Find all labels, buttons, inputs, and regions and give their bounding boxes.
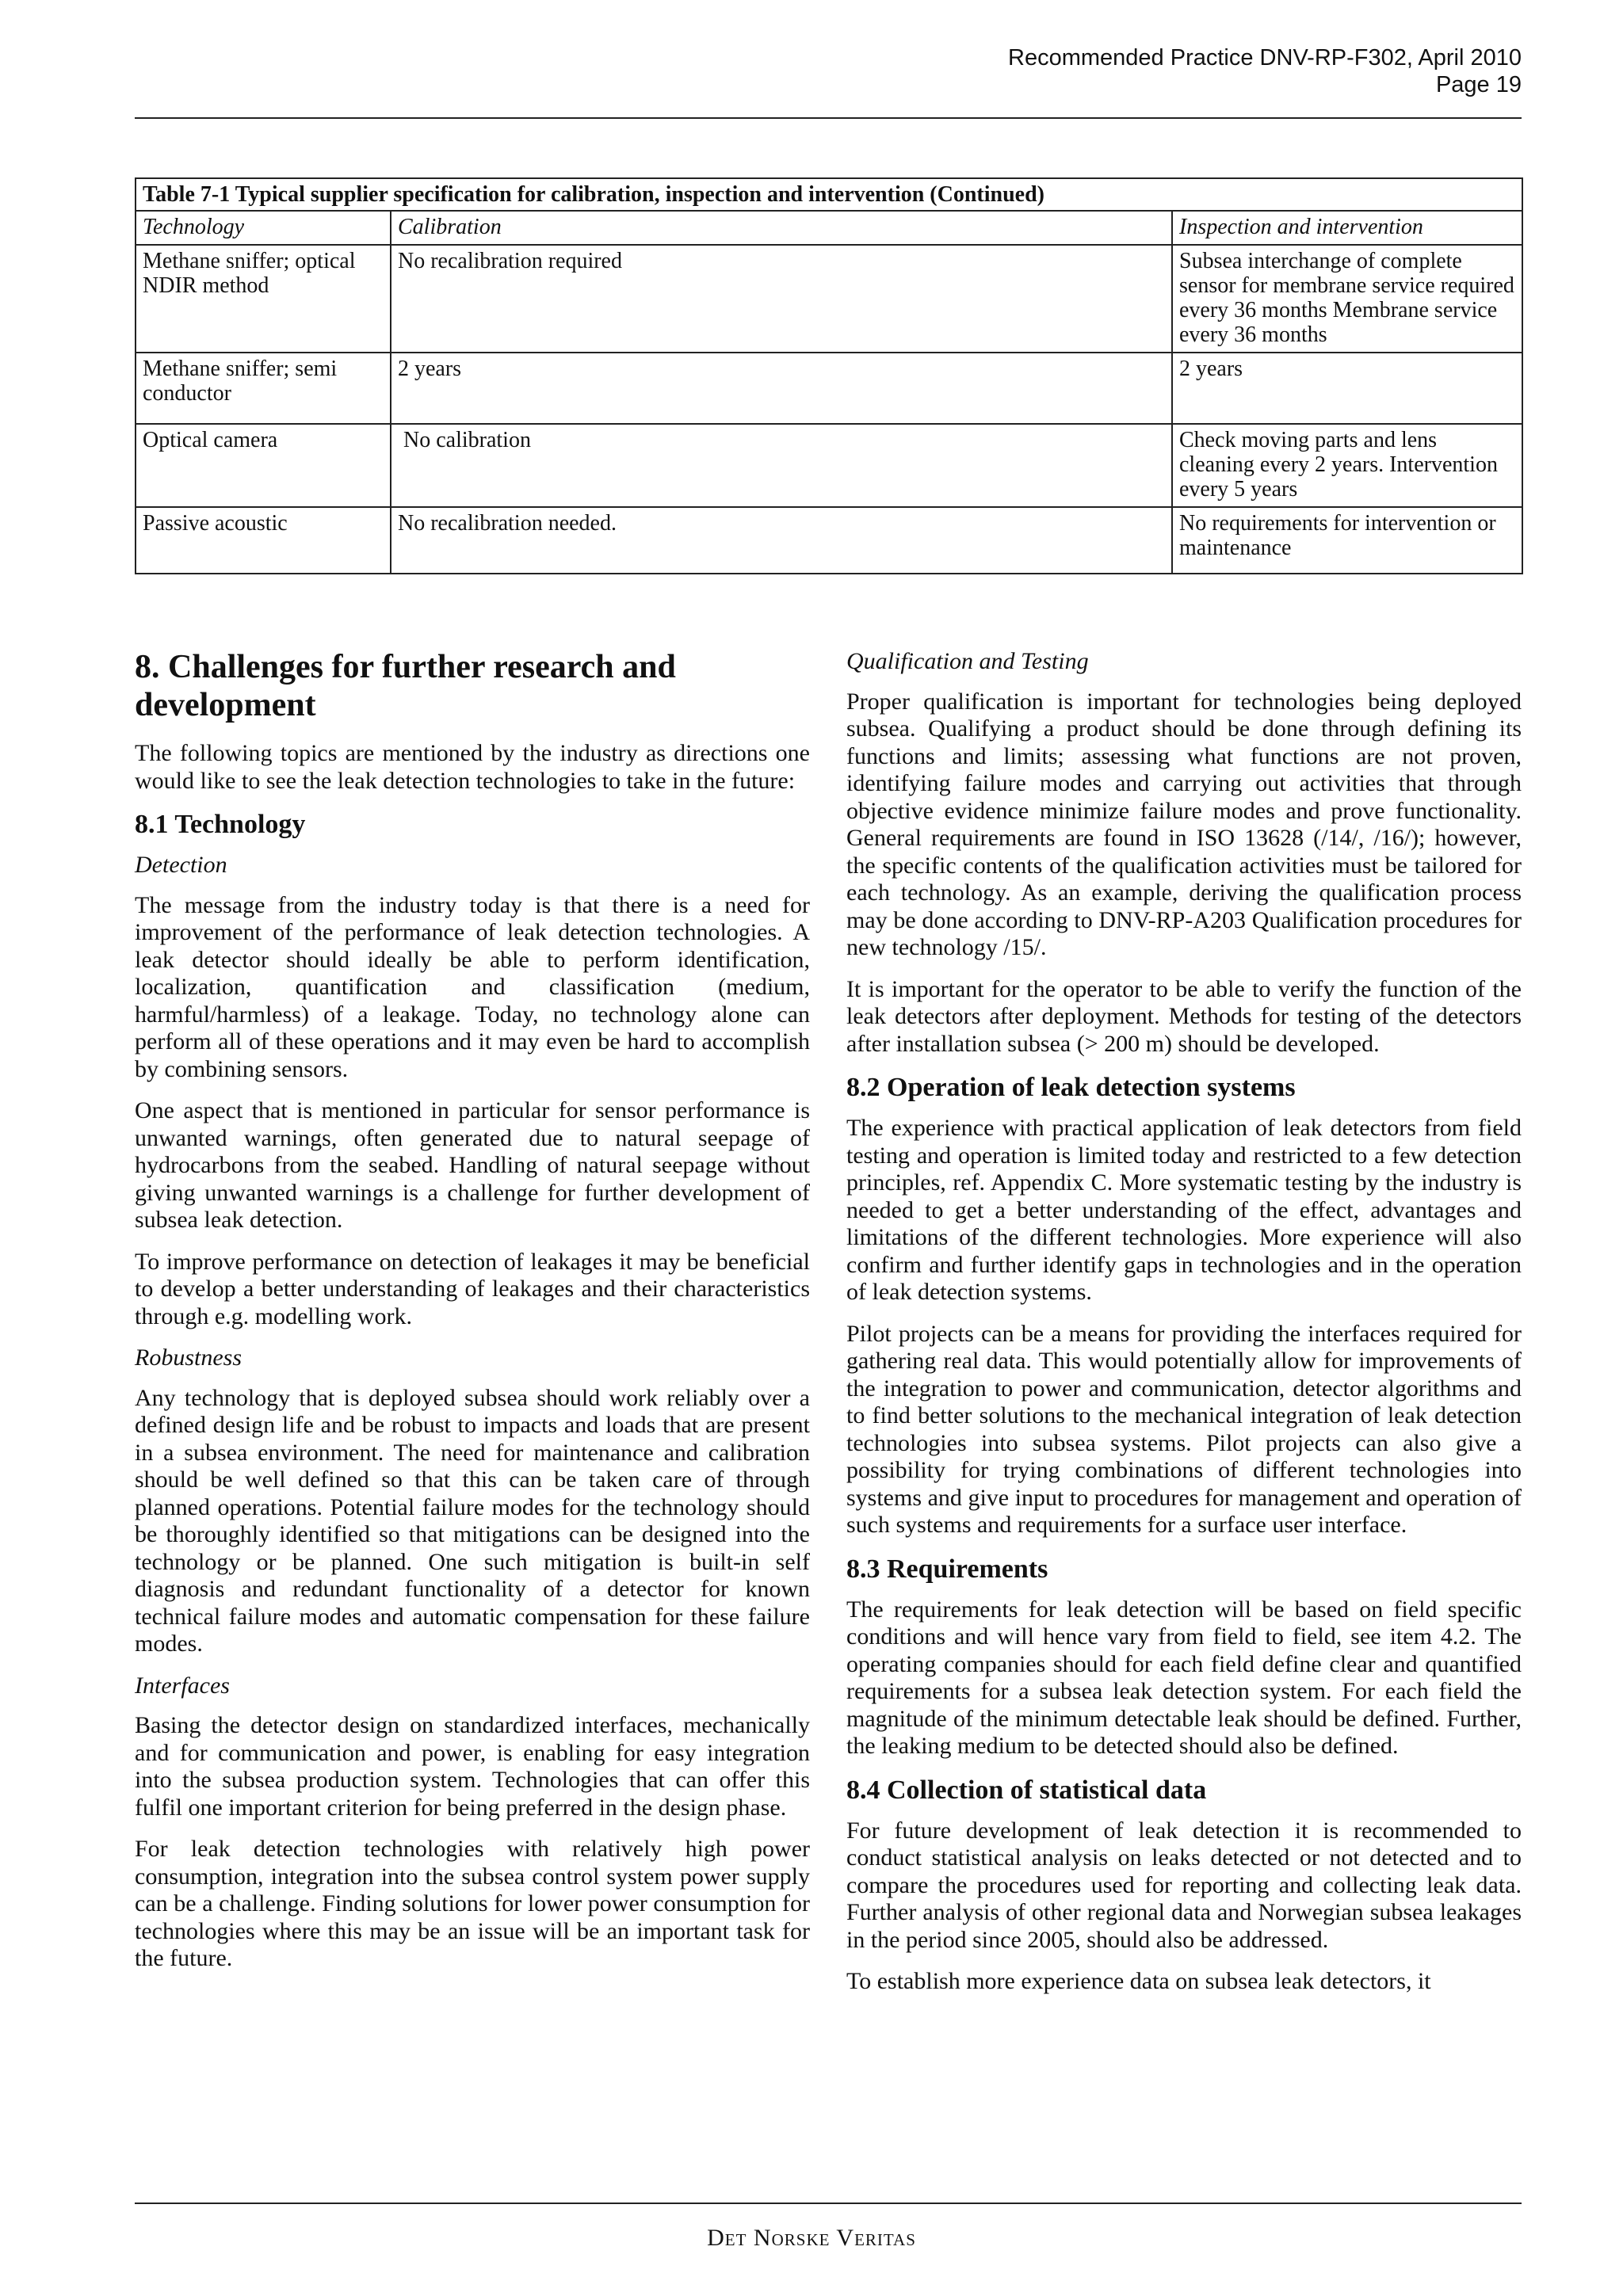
section-8-3-heading: 8.3 Requirements <box>846 1554 1048 1584</box>
paragraph-statistics-1: For future development of leak detection it is recommended to conduct statistical analysis on leaks detected or not detected and to compare the procedures used for reporting and collecting leak data. Further analysis of other regional data and Norwegian subsea leakages in the period since 2005, should also be addressed. <box>846 1817 1522 1953</box>
table-row <box>136 424 1522 507</box>
section-8-4-heading: 8.4 Collection of statistical data <box>846 1775 1207 1805</box>
subheading-detection: Detection <box>135 852 227 878</box>
section-8-intro: The following topics are mentioned by the industry as directions one would like to see the leak detection technologies to take in the future: <box>135 740 810 794</box>
table-header-row <box>136 211 1522 245</box>
paragraph-detection-2: One aspect that is mentioned in particular for sensor performance is unwanted warnings, often generated due to natural seepage of hydrocarbons from the seabed. Handling of natural seepage without giving unwanted warnings is a challenge for further development of subsea leak detection. <box>135 1097 810 1233</box>
paragraph-qualification-1: Proper qualification is important for technologies being deployed subsea. Qualifying a product should be done through defining its functions and limits; assessing what functions are not proven, identifying failure modes and carrying out activities that through objective evidence minimize failure modes and prove functionality. General requirements are found in ISO 13628 (/14/, /16/); however, the specific contents of the qualification activities must be tailored for each technology. As an example, deriving the qualification process may be done according to DNV-RP-A203 Qualification procedures for new technology /15/. <box>846 688 1522 960</box>
table-row <box>136 353 1522 424</box>
cell-technology: Methane sniffer; semi conductor <box>136 353 391 424</box>
table-caption-row <box>136 178 1522 211</box>
footer-divider <box>135 2203 1522 2204</box>
paragraph-operation-2: Pilot projects can be a means for providing the interfaces required for gathering real data. This would potentially allow for improvements of the integration to power and communication, detector algorithms and to find better solutions to the mechanical integration of leak detection technologies into subsea systems. Pilot projects can also give a possibility for trying combinations of different technologies into systems and give input to procedures for management and operation of such systems and requirements for a surface user interface. <box>846 1320 1522 1538</box>
table-row <box>136 507 1522 574</box>
subheading-robustness: Robustness <box>135 1344 242 1371</box>
subheading-qualification: Qualification and Testing <box>846 648 1089 674</box>
paragraph-statistics-2: To establish more experience data on subsea leak detectors, it <box>846 1968 1431 1994</box>
cell-inspection: Subsea interchange of complete sensor for membrane service required every 36 months Membrane service every 36 months <box>1172 245 1522 353</box>
cell-technology: Methane sniffer; optical NDIR method <box>136 245 391 353</box>
table-row <box>136 245 1522 353</box>
cell-calibration: No recalibration required <box>391 245 1172 353</box>
page-footer: Det Norske Veritas <box>707 2225 916 2251</box>
paragraph-operation-1: The experience with practical application of leak detectors from field testing and operation is limited today and restricted to a few detection principles, ref. Appendix C. More systematic testing by the industry is needed to get a better understanding of the effect, advantages and limitations of the different technologies. More experience will also confirm and further identify gaps in technologies and in the operation of leak detection systems. <box>846 1115 1522 1305</box>
header-document-title: Recommended Practice DNV-RP-F302, April 2010 <box>1008 45 1522 71</box>
paragraph-interfaces-1: Basing the detector design on standardized interfaces, mechanically and for communication and power, is enabling for easy integration into the subsea production system. Technologies that can offer this fulfil one important criterion for being preferred in the design phase. <box>135 1712 810 1821</box>
section-8-heading: 8. Challenges for further research and development <box>135 649 676 723</box>
paragraph-robustness: Any technology that is deployed subsea should work reliably over a defined design life and be robust to impacts and loads that are present in a subsea environment. The need for maintenance and calibration should be well defined so that this can be taken care of through planned operations. Potential failure modes for the technology should be thoroughly identified so that mitigations can be designed into the technology or be planned. One such mitigation is built-in self diagnosis and redundant functionality of a detector for known technical failure modes and automatic compensation for these failure modes. <box>135 1384 810 1657</box>
cell-inspection: No requirements for intervention or maintenance <box>1172 507 1522 574</box>
paragraph-interfaces-2: For leak detection technologies with relatively high power consumption, integration into the subsea control system power supply can be a challenge. Finding solutions for lower power consumption for technologies where this may be an issue will be an important task for the future. <box>135 1836 810 1971</box>
paragraph-requirements: The requirements for leak detection will be based on field specific conditions and will hence vary from field to field, see item 4.2. The operating companies should for each field define clear and quantified requirements for a subsea leak detection system. For each field the magnitude of the minimum detectable leak should be defined. Further, the leaking medium to be detected should also be defined. <box>846 1596 1522 1759</box>
cell-technology: Passive acoustic <box>136 507 391 574</box>
cell-calibration: 2 years <box>391 353 1172 424</box>
column-header-inspection: Inspection and intervention <box>1172 211 1522 245</box>
paragraph-detection-3: To improve performance on detection of leakages it may be beneficial to develop a better understanding of leakages and their characteristics through e.g. modelling work. <box>135 1248 810 1329</box>
right-column <box>846 648 1522 1996</box>
left-column <box>135 648 810 1987</box>
paragraph-qualification-2: It is important for the operator to be able to verify the function of the leak detectors after deployment. Methods for testing of the detectors after installation subsea (> 200 m) should be developed. <box>846 975 1522 1057</box>
cell-inspection: Check moving parts and lens cleaning every 2 years. Intervention every 5 years <box>1172 424 1522 507</box>
header-page-number: Page 19 <box>1435 72 1522 97</box>
section-8-2-heading: 8.2 Operation of leak detection systems <box>846 1073 1296 1102</box>
supplier-spec-table <box>135 177 1523 574</box>
subheading-interfaces: Interfaces <box>135 1672 230 1699</box>
column-header-calibration: Calibration <box>391 211 1172 245</box>
spec-table-container <box>135 177 1522 574</box>
paragraph-detection-1: The message from the industry today is that there is a need for improvement of the performance of leak detection technologies. A leak detector should ideally be able to perform identification, localization, quantification and classification (medium, harmful/harmless) of a leakage. Today, no technology alone can perform all of these operations and it may even be hard to accomplish by combining sensors. <box>135 891 810 1082</box>
section-8-1-heading: 8.1 Technology <box>135 810 306 839</box>
page-header <box>135 44 1522 119</box>
column-header-technology: Technology <box>136 211 391 245</box>
table-caption: Table 7-1 Typical supplier specification for calibration, inspection and intervention (Continued) <box>136 178 1522 211</box>
cell-technology: Optical camera <box>136 424 391 507</box>
cell-inspection: 2 years <box>1172 353 1522 424</box>
cell-calibration: No recalibration needed. <box>391 507 1172 574</box>
cell-calibration: No calibration <box>391 424 1172 507</box>
